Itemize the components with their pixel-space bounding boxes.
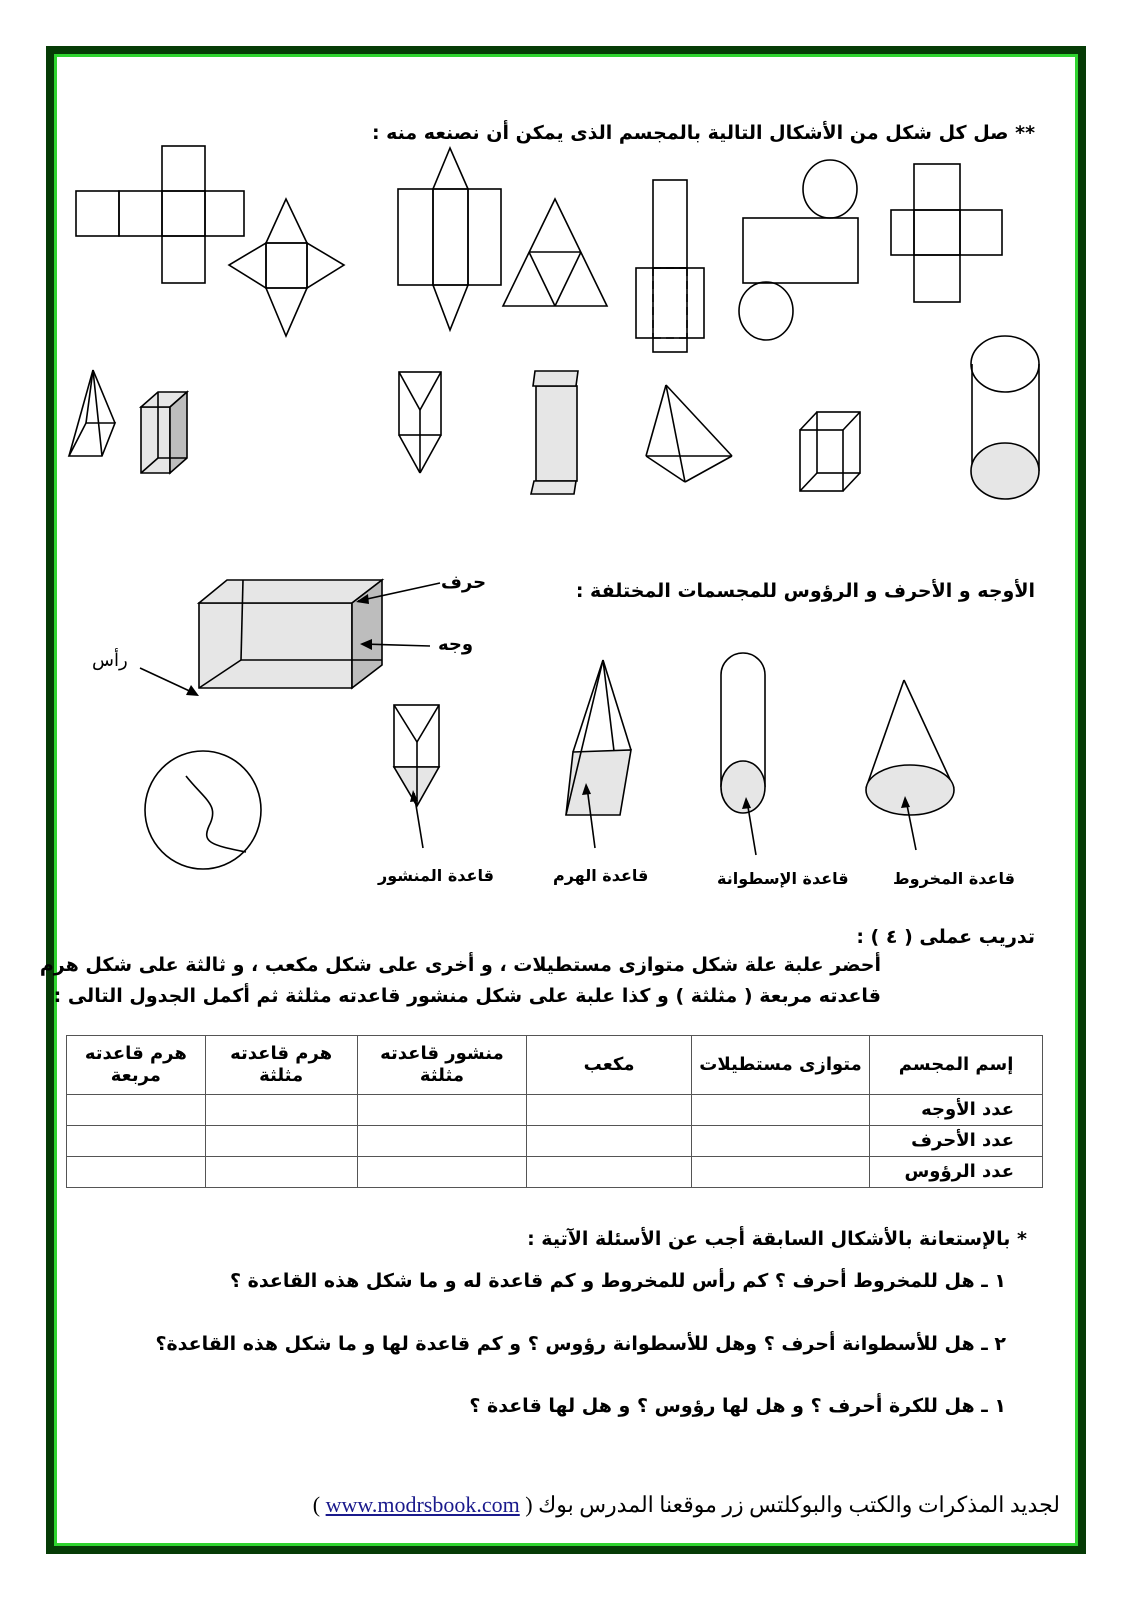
net-triangular-prism (398, 148, 501, 330)
table-row (67, 1095, 1043, 1126)
net-cylinder (739, 160, 858, 340)
net-rectangular-prism (636, 180, 704, 352)
table-cell[interactable] (527, 1126, 692, 1157)
table-row (67, 1126, 1043, 1157)
question-1: ١ ـ هل للمخروط أحرف ؟ كم رأس للمخروط و كم قاعدة له و ما شكل هذه القاعدة ؟ (230, 1270, 1006, 1292)
table-header-row (67, 1036, 1043, 1095)
question-3: ١ ـ هل للكرة أحرف ؟ و هل لها رؤوس ؟ و هل لها قاعدة ؟ (469, 1395, 1006, 1417)
table-cell[interactable] (205, 1126, 357, 1157)
cylinder-diagram (721, 653, 765, 855)
table-cell[interactable] (691, 1157, 869, 1188)
table-cell[interactable] (67, 1095, 206, 1126)
solid-rectangular-prism-open (531, 371, 578, 494)
table-row-label: عدد الأوجه (870, 1095, 1043, 1126)
table-header-cell: مكعب (527, 1036, 692, 1095)
solid-rectangular-prism (141, 392, 187, 473)
label-cylinder-base: قاعدة الإسطوانة (717, 869, 849, 888)
table-cell[interactable] (357, 1126, 527, 1157)
table-cell[interactable] (527, 1157, 692, 1188)
question-2: ٢ ـ هل للأسطوانة أحرف ؟ وهل للأسطوانة رؤوس ؟ و كم قاعدة لها و ما شكل هذه القاعدة؟ (155, 1333, 1006, 1355)
label-face: وجه (438, 634, 474, 655)
label-vertex: رأس (92, 650, 128, 671)
table-header-cell: هرم قاعدته مربعة (67, 1036, 206, 1095)
cone-diagram (866, 680, 954, 850)
table-cell[interactable] (357, 1095, 527, 1126)
solid-cube (800, 412, 860, 491)
section3-heading: تدريب عملى ( ٤ ) : (856, 926, 1035, 948)
labeled-cuboid (140, 580, 440, 696)
footer-link[interactable]: www.modrsbook.com (325, 1492, 520, 1517)
table-header-cell: منشور قاعدته مثلثة (357, 1036, 527, 1095)
net-cube (891, 164, 1002, 302)
solid-triangular-prism (399, 372, 441, 473)
table-row (67, 1157, 1043, 1188)
net-cube-cross (76, 146, 244, 283)
net-triangular-pyramid (503, 199, 607, 306)
triangular-prism-diagram (394, 705, 439, 848)
section3-paragraph-line2: قاعدته مربعة ( مثلثة ) و كذا علبة على شكل منشور قاعدته مثلثة ثم أكمل الجدول التالى : (53, 985, 881, 1007)
net-square-pyramid (229, 199, 344, 336)
solid-square-pyramid (69, 370, 115, 456)
section2-heading: الأوجه و الأحرف و الرؤوس للمجسمات المختلفة : (575, 580, 1035, 602)
footer (300, 1492, 1060, 1518)
table-row-label: عدد الأحرف (870, 1126, 1043, 1157)
table-cell[interactable] (205, 1095, 357, 1126)
footer-close: ) (312, 1492, 321, 1517)
footer-text: لجديد المذكرات والكتب والبوكلتس زر موقعنا المدرس بوك ( (525, 1492, 1060, 1517)
label-edge: حرف (441, 572, 487, 593)
questions-intro: * بالإستعانة بالأشكال السابقة أجب عن الأسئلة الآتية : (527, 1228, 1027, 1250)
table-cell[interactable] (527, 1095, 692, 1126)
section1-heading: ** صل كل شكل من الأشكال التالية بالمجسم الذى يمكن أن نصنعه منه : (371, 122, 1035, 144)
solid-cylinder (971, 336, 1039, 499)
sphere (145, 751, 261, 869)
label-cone-base: قاعدة المخروط (893, 869, 1015, 888)
table-header-cell: إسم المجسم (870, 1036, 1043, 1095)
label-prism-base: قاعدة المنشور (378, 866, 494, 885)
label-pyramid-base: قاعدة الهرم (553, 866, 649, 885)
table-cell[interactable] (357, 1157, 527, 1188)
table-header-cell: متوازى مستطيلات (691, 1036, 869, 1095)
table-cell[interactable] (691, 1126, 869, 1157)
section3-paragraph-line1: أحضر علبة علة شكل متوازى مستطيلات ، و أخرى على شكل مكعب ، و ثالثة على شكل هرم (39, 954, 881, 976)
table-header-cell: هرم قاعدته مثلثة (205, 1036, 357, 1095)
pyramid-diagram (566, 660, 631, 848)
solid-triangular-pyramid (646, 385, 732, 482)
table-cell[interactable] (691, 1095, 869, 1126)
solids-table (66, 1035, 1043, 1188)
table-row-label: عدد الرؤوس (870, 1157, 1043, 1188)
vertex-arrow-line (140, 668, 196, 694)
table-cell[interactable] (67, 1157, 206, 1188)
table-cell[interactable] (205, 1157, 357, 1188)
table-cell[interactable] (67, 1126, 206, 1157)
